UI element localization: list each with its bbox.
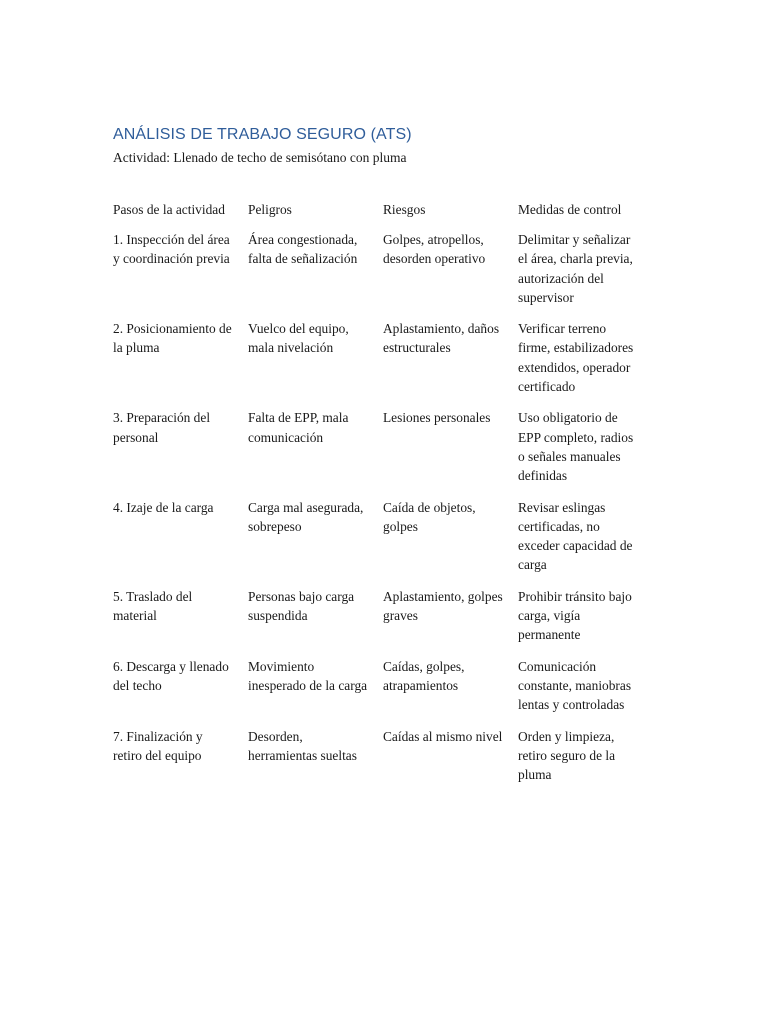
cell-peligros: Falta de EPP, mala comunicación [248, 410, 349, 445]
table-row [106, 408, 646, 497]
cell-paso: 5. Traslado del material [113, 588, 193, 624]
header-medidas: Medidas de control [518, 202, 622, 217]
cell-medidas: Orden y limpieza, retiro seguro de la pluma [518, 728, 616, 783]
document-subtitle: Actividad: Llenado de techo de semisótano con pluma [113, 150, 407, 165]
cell-riesgos: Caídas, golpes, atrapamientos [383, 658, 465, 693]
cell-peligros: Movimiento inesperado de la carga [248, 658, 368, 693]
table-row [106, 587, 646, 657]
cell-riesgos: Aplastamiento, daños estructurales [383, 321, 500, 356]
cell-paso: 4. Izaje de la carga [113, 499, 214, 515]
header-riesgos: Riesgos [383, 202, 426, 217]
document-title: ANÁLISIS DE TRABAJO SEGURO (ATS) [113, 126, 412, 143]
cell-medidas: Revisar eslingas certificadas, no exceder capacidad de carga [518, 499, 633, 573]
header-pasos: Pasos de la actividad [113, 202, 225, 217]
cell-peligros: Desorden, herramientas sueltas [248, 728, 357, 763]
cell-peligros: Área congestionada, falta de señalización [248, 232, 358, 267]
cell-riesgos: Lesiones personales [383, 410, 491, 426]
cell-paso: 3. Preparación del personal [113, 410, 211, 445]
header-peligros: Peligros [248, 202, 292, 217]
table-row [106, 319, 646, 408]
table-row [106, 657, 646, 727]
table-header-row [106, 192, 646, 230]
cell-medidas: Prohibir tránsito bajo carga, vigía permanente [518, 588, 632, 643]
table-row [106, 230, 646, 319]
cell-paso: 7. Finalización y retiro del equipo [113, 728, 203, 763]
cell-riesgos: Caída de objetos, golpes [383, 499, 476, 534]
cell-peligros: Carga mal asegurada, sobrepeso [248, 499, 364, 534]
cell-paso: 2. Posicionamiento de la pluma [113, 321, 232, 356]
table-row [106, 498, 646, 587]
cell-medidas: Verificar terreno firme, estabilizadores extendidos, operador certificado [518, 321, 634, 395]
ats-table [106, 192, 646, 796]
cell-riesgos: Caídas al mismo nivel [383, 728, 503, 744]
cell-medidas: Delimitar y señalizar el área, charla previa, autorización del supervisor [518, 232, 633, 305]
cell-paso: 6. Descarga y llenado del techo [113, 658, 229, 693]
cell-paso: 1. Inspección del área y coordinación previa [113, 232, 230, 267]
cell-riesgos: Golpes, atropellos, desorden operativo [383, 232, 486, 267]
cell-riesgos: Aplastamiento, golpes graves [383, 588, 503, 624]
cell-peligros: Personas bajo carga suspendida [248, 588, 355, 624]
cell-peligros: Vuelco del equipo, mala nivelación [248, 321, 349, 356]
table-row [106, 727, 646, 797]
cell-medidas: Uso obligatorio de EPP completo, radios o señales manuales definidas [518, 410, 634, 484]
cell-medidas: Comunicación constante, maniobras lentas y controladas [518, 658, 632, 713]
